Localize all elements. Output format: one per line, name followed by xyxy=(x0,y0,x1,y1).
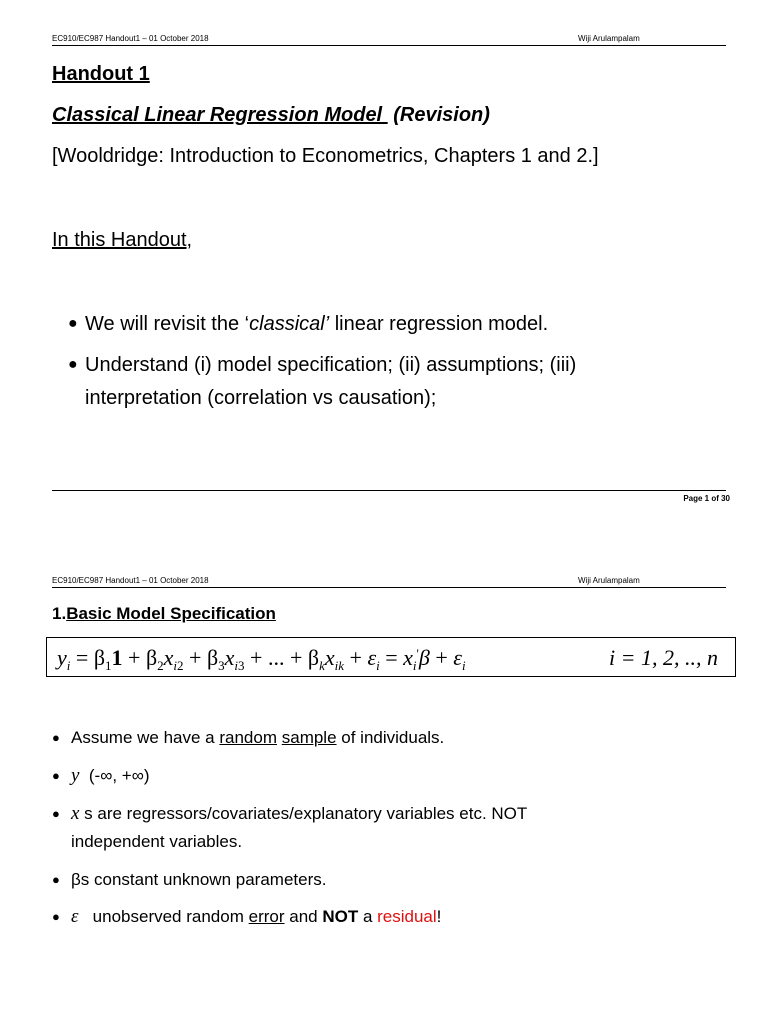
bullet-icon: ● xyxy=(52,730,60,745)
bullet-icon: ● xyxy=(68,356,78,373)
underlined-word: random xyxy=(219,728,277,747)
in-handout-label: In this Handout xyxy=(52,229,187,251)
equation-text: $y_i = \beta_11 + \beta_2x_i2 + \beta_3x_i3$ + ... + $\beta_kx_{ik} + \varepsilon_i = x_i'\beta + \varepsilon_i$ xyxy=(57,645,466,673)
bullet-text: ! xyxy=(436,907,442,926)
page1-header-right: Wiji Arulampalam xyxy=(578,34,640,43)
bullet-text: interpretation (correlation vs causation); xyxy=(85,387,437,409)
page1-header-rule xyxy=(52,45,726,46)
bold-word: NOT xyxy=(322,907,359,926)
bullet-icon: ● xyxy=(52,909,60,924)
bullet-emphasis: classical’ xyxy=(249,313,330,335)
bullet-text: βs constant unknown parameters. xyxy=(71,870,327,889)
bullet-icon: ● xyxy=(52,872,60,887)
y-symbol: y xyxy=(71,765,80,786)
page2-header-left: EC910/EC987 Handout1 – 01 October 2018 xyxy=(52,576,209,585)
handout-subtitle xyxy=(52,104,490,127)
bullet-text: unobserved random xyxy=(92,907,249,926)
index-range: i = 1, 2, .., n xyxy=(609,645,718,670)
handout-title: Handout 1 xyxy=(52,63,150,85)
subtitle-suffix: (Revision) xyxy=(387,104,490,126)
bullet-text: and xyxy=(284,907,323,926)
underlined-word: error xyxy=(248,907,285,926)
page2-header-rule xyxy=(52,587,726,588)
x-symbol: x xyxy=(71,803,80,824)
section-number: 1. xyxy=(52,604,67,623)
bullet-text: independent variables. xyxy=(71,832,243,851)
section-heading xyxy=(52,604,276,624)
page1-header-left: EC910/EC987 Handout1 – 01 October 2018 xyxy=(52,34,209,43)
section-title: Basic Model Specification xyxy=(66,604,276,623)
bullet-text: Understand (i) model specification; (ii) assumptions; (iii) xyxy=(85,354,577,376)
page1-footer-rule xyxy=(52,490,726,491)
bullet-text: of individuals. xyxy=(336,728,445,747)
bullet-text: s are regressors/covariates/explanatory variables etc. NOT xyxy=(79,804,528,823)
page2-header-right: Wiji Arulampalam xyxy=(578,576,640,585)
in-this-handout xyxy=(52,229,192,252)
bullet-text: Assume we have a xyxy=(71,728,220,747)
bullet-text: a xyxy=(358,907,378,926)
epsilon-symbol: ε xyxy=(71,906,79,927)
in-handout-comma: , xyxy=(186,229,193,251)
y-range: (-∞, +∞) xyxy=(88,766,150,785)
subtitle-main: Classical Linear Regression Model xyxy=(52,104,388,126)
bullet-icon: ● xyxy=(68,315,78,332)
underlined-word: sample xyxy=(281,728,337,747)
page-number: Page 1 of 30 xyxy=(683,494,730,503)
model-equation xyxy=(46,637,736,677)
bullet-text: We will revisit the ‘ xyxy=(85,313,250,335)
bullet-text: linear regression model. xyxy=(329,313,549,335)
textbook-reference: [Wooldridge: Introduction to Econometrics, Chapters 1 and 2.] xyxy=(52,145,599,167)
residual-word: residual xyxy=(377,907,437,926)
bullet-icon: ● xyxy=(52,768,60,783)
bullet-icon: ● xyxy=(52,806,60,821)
